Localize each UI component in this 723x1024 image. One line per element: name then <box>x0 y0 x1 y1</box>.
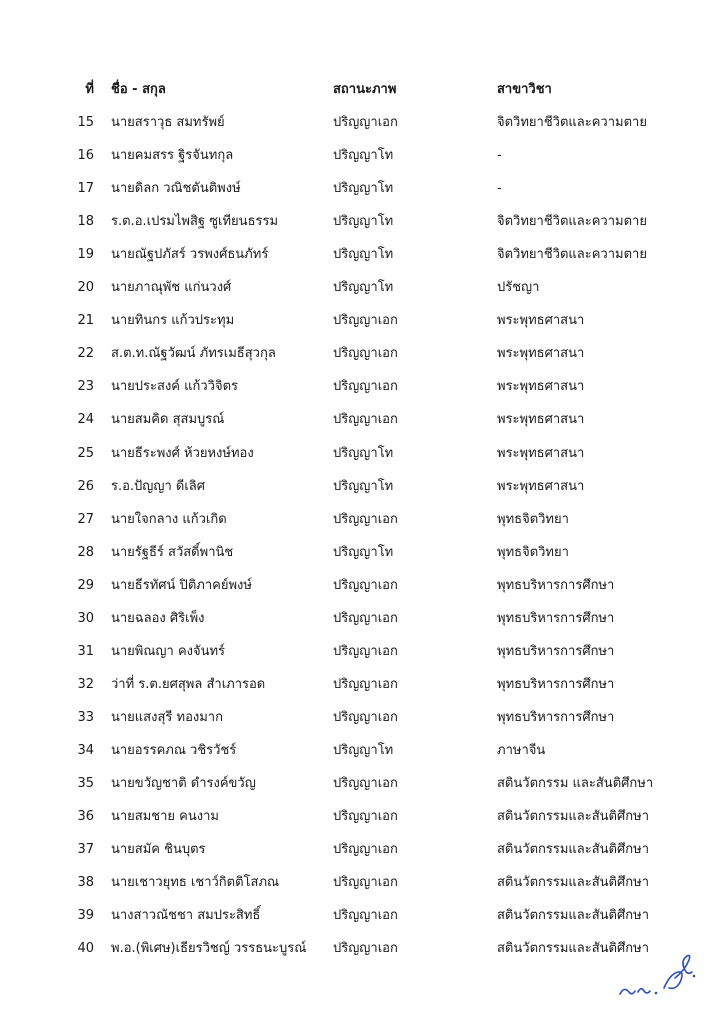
row-field: พุทธจิตวิทยา <box>497 511 569 527</box>
row-field: พุทธบริหารการศึกษา <box>497 676 615 692</box>
table-row <box>0 607 723 631</box>
header-no: ที่ <box>85 82 94 97</box>
row-no: 26 <box>77 478 94 494</box>
row-no: 33 <box>77 709 94 725</box>
table-row <box>0 574 723 598</box>
row-degree: ปริญญาเอก <box>333 875 398 891</box>
row-degree: ปริญญาเอก <box>333 676 398 692</box>
row-name: นายฉลอง ศิริเพ็ง <box>111 610 205 626</box>
row-degree: ปริญญาเอก <box>333 577 398 593</box>
row-name: นายภาณุพัช แก่นวงศ์ <box>111 280 232 296</box>
table-row <box>0 706 723 730</box>
row-degree: ปริญญาโท <box>333 544 394 560</box>
row-name: นายแสงสุรี ทองมาก <box>111 709 223 725</box>
row-field: พระพุทธศาสนา <box>497 412 585 428</box>
table-row <box>0 475 723 499</box>
row-field: สตินวัตกรรมและสันติศึกษา <box>497 908 649 924</box>
row-name: พ.อ.(พิเศษ)เธียรวิชญ์ วรรธนะบูรณ์ <box>111 941 307 957</box>
row-field: สตินวัตกรรมและสันติศึกษา <box>497 842 649 858</box>
row-name: นายประสงค์ แก้ววิจิตร <box>111 379 239 395</box>
row-name: นายณัฐปภัสร์ วรพงศ์ธนภัทร์ <box>111 247 269 263</box>
row-degree: ปริญญาเอก <box>333 842 398 858</box>
row-degree: ปริญญาเอก <box>333 379 398 395</box>
row-no: 25 <box>77 445 94 461</box>
row-degree: ปริญญาเอก <box>333 115 398 130</box>
row-name: นายเชาวยุทธ เชาว์กิตติโสภณ <box>111 875 280 891</box>
row-degree: ปริญญาเอก <box>333 346 398 362</box>
table-row <box>0 442 723 466</box>
row-field: พระพุทธศาสนา <box>497 313 585 329</box>
row-no: 35 <box>77 776 94 791</box>
table-row <box>0 243 723 267</box>
table-row <box>0 144 723 168</box>
header-degree: สถานะภาพ <box>333 82 397 97</box>
row-degree: ปริญญาเอก <box>333 412 398 428</box>
row-no: 23 <box>77 379 94 395</box>
table-row <box>0 772 723 796</box>
table-row <box>0 210 723 234</box>
row-field: สตินวัตกรรมและสันติศึกษา <box>497 875 649 891</box>
row-name: นายธีรทัศน์ ปิติภาคย์พงษ์ <box>111 577 252 593</box>
row-degree: ปริญญาเอก <box>333 908 398 924</box>
row-name: นายสมัค ชินบุตร <box>111 842 206 858</box>
row-no: 39 <box>77 908 94 924</box>
row-degree: ปริญญาโท <box>333 247 394 263</box>
row-name: นายพิณญา คงจันทร์ <box>111 643 226 659</box>
row-no: 22 <box>77 346 94 362</box>
table-row <box>0 838 723 862</box>
row-name: นายใจกลาง แก้วเกิด <box>111 511 227 527</box>
table-row <box>0 640 723 664</box>
row-no: 34 <box>77 742 94 758</box>
table-row <box>0 375 723 399</box>
row-degree: ปริญญาโท <box>333 445 394 461</box>
row-degree: ปริญญาเอก <box>333 511 398 527</box>
row-field: ภาษาจีน <box>497 742 546 758</box>
row-field: พุทธบริหารการศึกษา <box>497 643 615 659</box>
row-no: 15 <box>77 115 94 130</box>
row-name: นายอรรคภณ วชิรวัชร์ <box>111 742 237 758</box>
row-degree: ปริญญาโท <box>333 181 394 197</box>
row-name: นายคมสรร ฐิรจันทกุล <box>111 148 234 164</box>
table-row <box>0 111 723 135</box>
row-degree: ปริญญาเอก <box>333 941 398 957</box>
row-name: นายสมชาย คนงาม <box>111 809 219 825</box>
row-name: นายธีระพงศ์ ห้วยหงษ์ทอง <box>111 445 254 461</box>
row-degree: ปริญญาโท <box>333 280 394 296</box>
row-field: พุทธบริหารการศึกษา <box>497 709 615 725</box>
table-row <box>0 805 723 829</box>
row-name: นายรัฐธีร์ สวัสดิ์พานิช <box>111 544 234 560</box>
row-field: พุทธจิตวิทยา <box>497 544 569 560</box>
table-row <box>0 276 723 300</box>
row-no: 28 <box>77 544 94 560</box>
row-no: 38 <box>77 875 94 891</box>
row-name: นายขวัญชาติ ดำรงค์ขวัญ <box>111 776 256 791</box>
table-row <box>0 871 723 895</box>
table-row <box>0 904 723 928</box>
row-degree: ปริญญาโท <box>333 214 394 230</box>
row-name: นายทินกร แก้วประทุม <box>111 313 235 329</box>
row-field: จิตวิทยาชีวิตและความตาย <box>497 214 647 230</box>
row-no: 24 <box>77 412 94 428</box>
row-field: สตินวัตกรรมและสันติศึกษา <box>497 809 649 825</box>
row-field: - <box>497 148 502 164</box>
row-name: นางสาวณัชชา สมประสิทธิ์ <box>111 908 261 924</box>
table-row <box>0 408 723 432</box>
row-field: พุทธบริหารการศึกษา <box>497 610 615 626</box>
header-field: สาขาวิชา <box>497 82 552 97</box>
row-degree: ปริญญาเอก <box>333 643 398 659</box>
row-field: - <box>497 181 502 197</box>
row-no: 17 <box>77 181 94 197</box>
table-row <box>0 739 723 763</box>
row-degree: ปริญญาโท <box>333 742 394 758</box>
row-degree: ปริญญาเอก <box>333 709 398 725</box>
row-degree: ปริญญาโท <box>333 148 394 164</box>
row-no: 18 <box>77 214 94 230</box>
header-name: ชื่อ - สกุล <box>111 82 166 97</box>
row-no: 40 <box>77 941 94 957</box>
row-no: 20 <box>77 280 94 296</box>
row-name: ร.อ.ปัญญา ดีเลิศ <box>111 478 205 494</box>
table-row <box>0 541 723 565</box>
table-row <box>0 309 723 333</box>
row-field: พระพุทธศาสนา <box>497 346 585 362</box>
table-row <box>0 673 723 697</box>
row-no: 31 <box>77 643 94 659</box>
row-degree: ปริญญาเอก <box>333 313 398 329</box>
row-field: สตินวัตกรรมและสันติศึกษา <box>497 941 649 957</box>
table-row <box>0 508 723 532</box>
row-name: ส.ต.ท.ณัฐวัฒน์ ภัทรเมธีสุวกุล <box>111 346 276 362</box>
row-field: พระพุทธศาสนา <box>497 445 585 461</box>
row-degree: ปริญญาเอก <box>333 776 398 791</box>
row-name: ร.ต.อ.เปรมไพสิฐ ซูเทียนธรรม <box>111 214 279 230</box>
row-field: จิตวิทยาชีวิตและความตาย <box>497 247 647 263</box>
row-field: พระพุทธศาสนา <box>497 478 585 494</box>
row-degree: ปริญญาโท <box>333 478 394 494</box>
row-name: นายดิลก วณิชตันติพงษ์ <box>111 181 241 197</box>
row-field: ปรัชญา <box>497 280 540 296</box>
row-field: พระพุทธศาสนา <box>497 379 585 395</box>
row-name: นายสราวุธ สมทรัพย์ <box>111 115 225 130</box>
row-field: จิตวิทยาชีวิตและความตาย <box>497 115 647 130</box>
row-no: 16 <box>77 148 94 164</box>
row-field: สตินวัตกรรม และสันติศึกษา <box>497 776 654 791</box>
table-row <box>0 342 723 366</box>
row-name: นายสมคิด สุสมบูรณ์ <box>111 412 225 428</box>
row-no: 30 <box>77 610 94 626</box>
table-row <box>0 177 723 201</box>
signature <box>612 936 702 1006</box>
row-no: 37 <box>77 842 94 858</box>
row-no: 19 <box>77 247 94 263</box>
row-degree: ปริญญาเอก <box>333 610 398 626</box>
row-no: 29 <box>77 577 94 593</box>
row-degree: ปริญญาเอก <box>333 809 398 825</box>
row-no: 21 <box>77 313 94 329</box>
row-field: พุทธบริหารการศึกษา <box>497 577 615 593</box>
table-header <box>0 78 723 102</box>
row-no: 36 <box>77 809 94 825</box>
row-no: 27 <box>77 511 94 527</box>
row-name: ว่าที่ ร.ต.ยศสุพล สำเภารอด <box>111 676 266 692</box>
row-no: 32 <box>77 676 94 692</box>
